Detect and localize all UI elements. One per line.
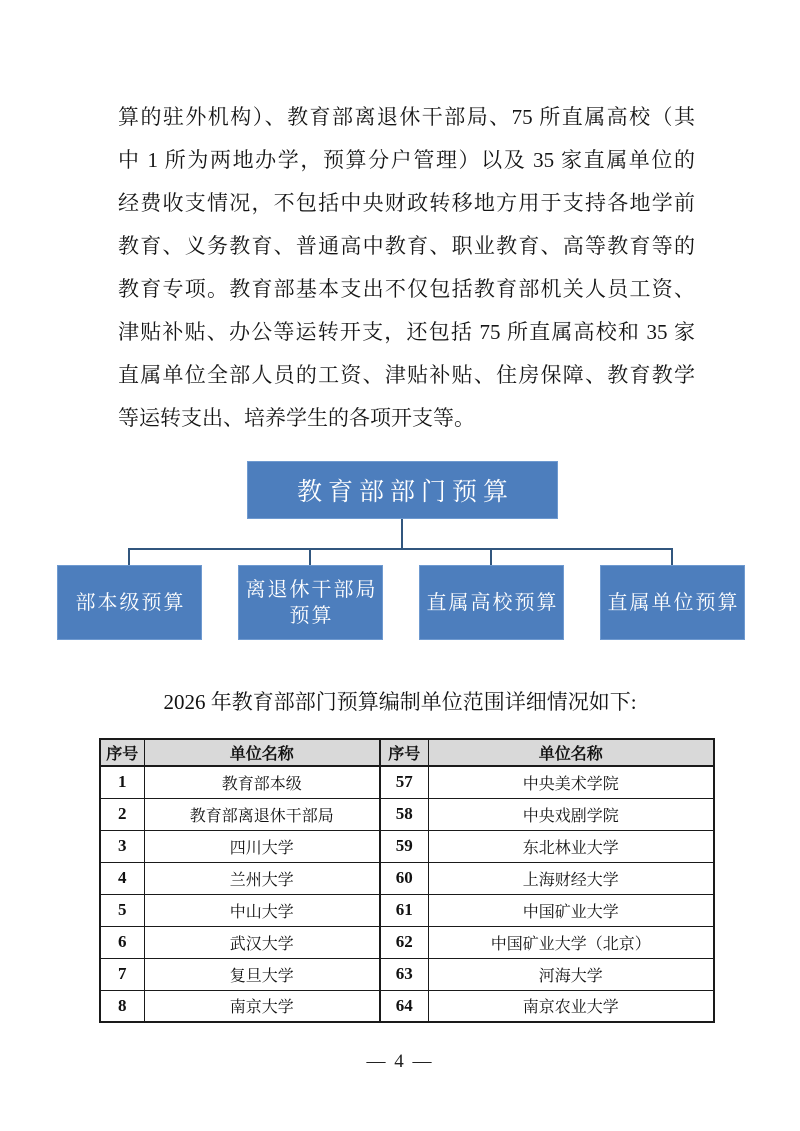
paragraph-line: 算的驻外机构）、教育部离退休干部局、75 所直属高校（其	[118, 105, 695, 129]
budget-units-table	[99, 738, 715, 1023]
serial-cell: 1	[100, 766, 144, 798]
table-row	[100, 926, 714, 958]
unit-name-cell: 复旦大学	[144, 958, 380, 990]
org-chart-root-label: 教育部部门预算	[296, 479, 514, 506]
table-header-row	[100, 739, 714, 766]
paragraph-line: 直属单位全部人员的工资、津贴补贴、住房保障、教育教学	[118, 363, 695, 387]
unit-name-cell: 中国矿业大学（北京）	[428, 926, 714, 958]
serial-cell: 8	[100, 990, 144, 1022]
org-chart-child-label: 直属高校预算	[426, 591, 559, 614]
serial-cell: 2	[100, 798, 144, 830]
paragraph-line: 等运转支出、培养学生的各项开支等。	[118, 406, 475, 430]
org-chart-child-box-ministry-level	[57, 565, 202, 640]
unit-name-cell: 上海财经大学	[428, 862, 714, 894]
unit-name-cell: 东北林业大学	[428, 830, 714, 862]
table-row	[100, 766, 714, 798]
table-row	[100, 990, 714, 1022]
unit-name-cell: 中央戏剧学院	[428, 798, 714, 830]
serial-cell: 4	[100, 862, 144, 894]
org-chart-child-label: 直属单位预算	[607, 591, 740, 614]
column-header-unit-right: 单位名称	[428, 739, 714, 766]
table-row	[100, 830, 714, 862]
org-chart-child-box-affiliated-universities	[419, 565, 564, 640]
table-caption: 2026 年教育部部门预算编制单位范围详细情况如下:	[163, 690, 637, 714]
serial-cell: 64	[380, 990, 428, 1022]
org-chart-child-label: 部本级预算	[75, 591, 186, 614]
unit-name-cell: 中山大学	[144, 894, 380, 926]
page-number: — 4 —	[366, 1051, 434, 1072]
serial-cell: 6	[100, 926, 144, 958]
serial-cell: 62	[380, 926, 428, 958]
table-row	[100, 798, 714, 830]
org-chart-child-label-line2: 预算	[289, 604, 334, 627]
connector-stub	[401, 519, 403, 550]
org-chart-child-box-affiliated-units	[600, 565, 745, 640]
connector-drop	[309, 548, 311, 566]
unit-name-cell: 河海大学	[428, 958, 714, 990]
paragraph-line: 津贴补贴、办公等运转开支，还包括 75 所直属高校和 35 家	[118, 320, 695, 344]
column-header-serial-left: 序号	[100, 739, 144, 766]
table-row	[100, 894, 714, 926]
unit-name-cell: 教育部本级	[144, 766, 380, 798]
unit-name-cell: 四川大学	[144, 830, 380, 862]
org-chart-child-label-line1: 离退休干部局	[245, 578, 378, 601]
paragraph-line: 教育专项。教育部基本支出不仅包括教育部机关人员工资、	[118, 277, 695, 301]
unit-name-cell: 教育部离退休干部局	[144, 798, 380, 830]
unit-name-cell: 中央美术学院	[428, 766, 714, 798]
paragraph-line: 中 1 所为两地办学，预算分户管理）以及 35 家直属单位的	[118, 148, 695, 172]
serial-cell: 61	[380, 894, 428, 926]
connector-horizontal	[128, 548, 673, 550]
serial-cell: 57	[380, 766, 428, 798]
serial-cell: 7	[100, 958, 144, 990]
connector-drop	[671, 548, 673, 566]
column-header-unit-left: 单位名称	[144, 739, 380, 766]
paragraph-line: 经费收支情况，不包括中央财政转移地方用于支持各地学前	[118, 191, 695, 215]
serial-cell: 60	[380, 862, 428, 894]
unit-name-cell: 武汉大学	[144, 926, 380, 958]
serial-cell: 63	[380, 958, 428, 990]
serial-cell: 5	[100, 894, 144, 926]
connector-drop	[128, 548, 130, 566]
paragraph-line: 教育、义务教育、普通高中教育、职业教育、高等教育等的	[118, 234, 695, 258]
org-chart-child-box-retired-cadres	[238, 565, 383, 640]
table-row	[100, 958, 714, 990]
serial-cell: 58	[380, 798, 428, 830]
unit-name-cell: 中国矿业大学	[428, 894, 714, 926]
table-row	[100, 862, 714, 894]
unit-name-cell: 南京大学	[144, 990, 380, 1022]
unit-name-cell: 南京农业大学	[428, 990, 714, 1022]
serial-cell: 59	[380, 830, 428, 862]
unit-name-cell: 兰州大学	[144, 862, 380, 894]
serial-cell: 3	[100, 830, 144, 862]
connector-drop	[490, 548, 492, 566]
org-chart-root-box	[247, 461, 558, 519]
column-header-serial-right: 序号	[380, 739, 428, 766]
